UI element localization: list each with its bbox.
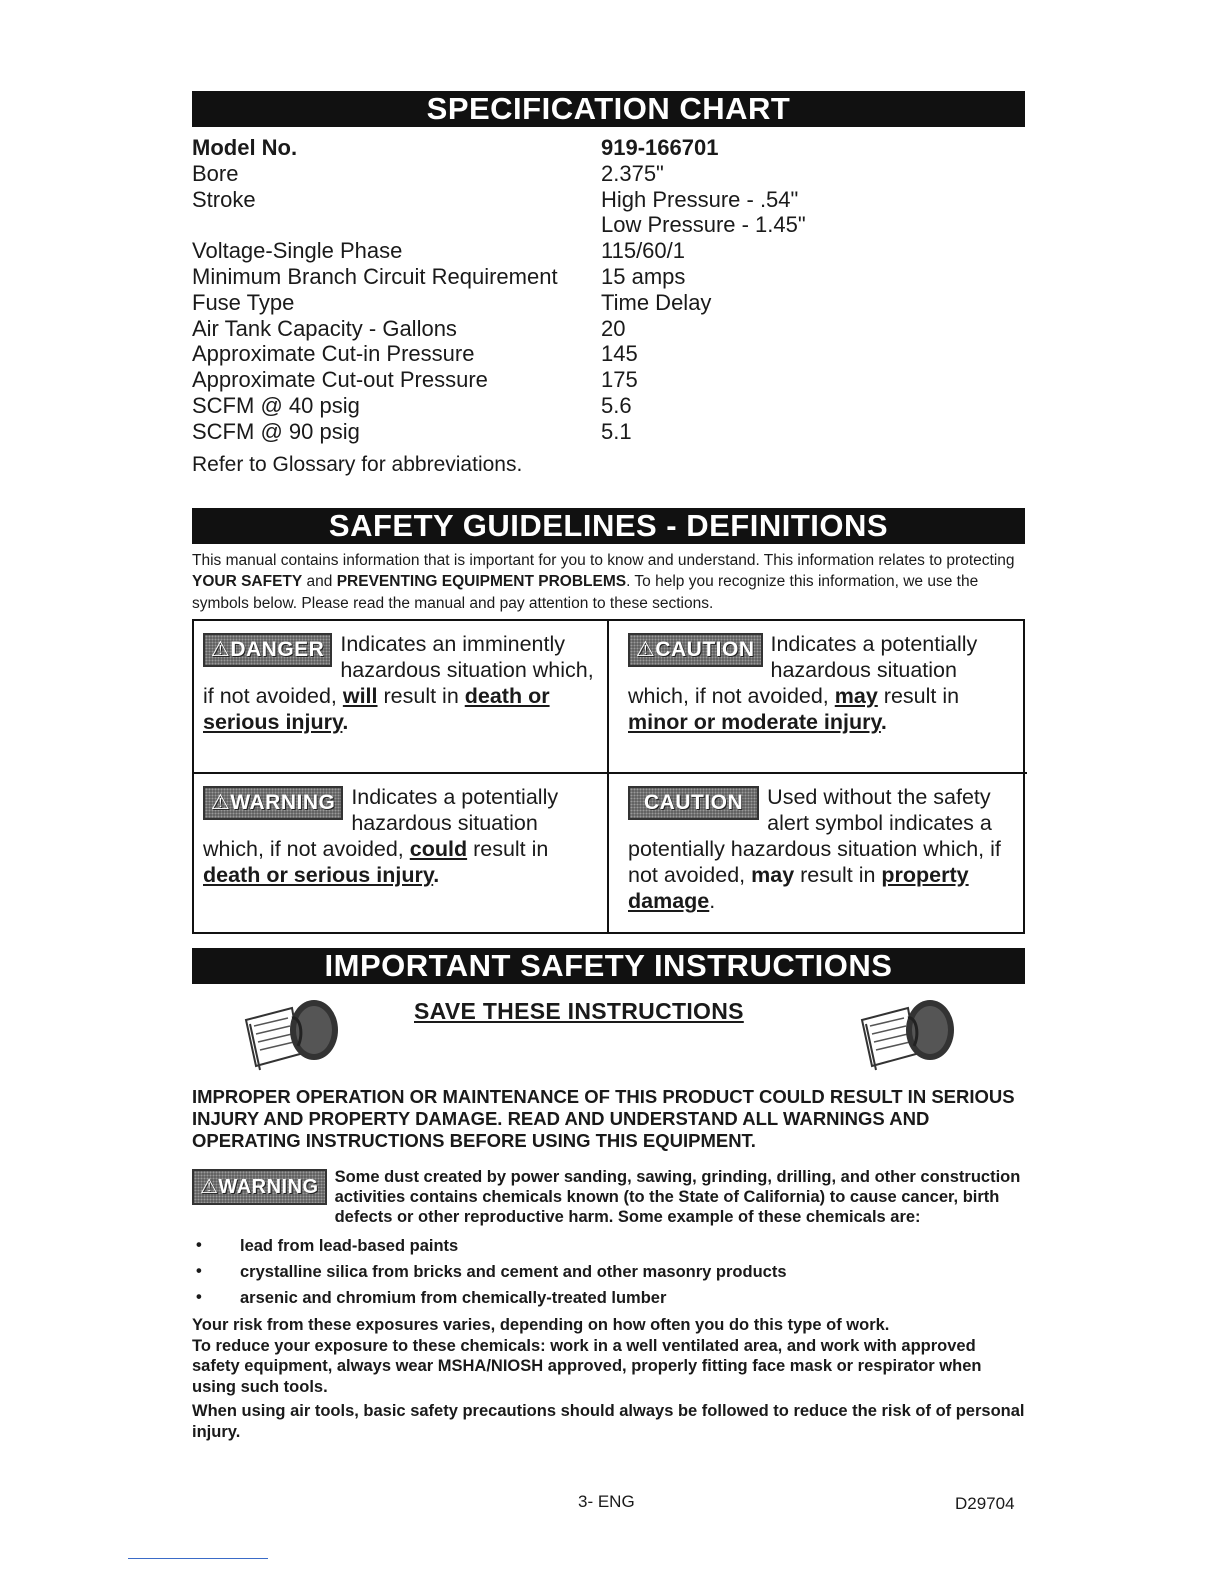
warning-badge: ⚠WARNING bbox=[203, 786, 343, 820]
spec-label: SCFM @ 90 psig bbox=[192, 418, 360, 444]
important-safety-title: IMPORTANT SAFETY INSTRUCTIONS bbox=[192, 948, 1025, 984]
definition-emphasis: will bbox=[342, 684, 378, 709]
spec-label: Minimum Branch Circuit Requirement bbox=[192, 263, 558, 289]
spec-value: 15 amps bbox=[601, 263, 686, 289]
manual-page bbox=[192, 91, 1025, 1442]
definition-consequence: death or serious injury bbox=[203, 684, 550, 735]
spec-label: Fuse Type bbox=[192, 289, 295, 315]
spec-label: Stroke bbox=[192, 186, 256, 212]
list-item bbox=[192, 1233, 1025, 1259]
footer-rule bbox=[128, 1558, 268, 1559]
spec-row bbox=[192, 419, 1025, 445]
air-tools-paragraph: When using air tools, basic safety precautions should always be followed to reduce the risk of of personal injury. bbox=[192, 1402, 1025, 1441]
chemical-list bbox=[192, 1233, 1025, 1311]
spec-row bbox=[192, 341, 1025, 367]
risk-paragraph: Your risk from these exposures varies, depending on how often you do this type of work. bbox=[192, 1316, 890, 1335]
spec-value: Low Pressure - 1.45" bbox=[601, 212, 806, 238]
intro-and: and bbox=[302, 573, 337, 591]
definition-mid: result in bbox=[377, 684, 465, 709]
intro-text: This manual contains information that is important for you to know and understand. This information relates to protecting bbox=[192, 551, 1015, 569]
definition-mid: result in bbox=[467, 837, 549, 862]
spec-value: 2.375" bbox=[601, 160, 664, 186]
bullet: • bbox=[196, 1236, 202, 1255]
spec-value: 20 bbox=[601, 315, 626, 341]
intro-preventing-problems: PREVENTING EQUIPMENT PROBLEMS bbox=[336, 573, 627, 591]
intro-your-safety: YOUR SAFETY bbox=[192, 573, 303, 591]
definition-emphasis: may bbox=[751, 863, 795, 888]
bullet: • bbox=[196, 1288, 202, 1307]
caution-plain-badge: CAUTION bbox=[628, 786, 759, 820]
definition-text: Used without the safety alert symbol indicates a potentially hazardous situation which, if not avoided, bbox=[628, 785, 1001, 888]
spec-label: Bore bbox=[192, 160, 239, 186]
definition-text: Indicates a potentially hazardous situation which, if not avoided, bbox=[203, 785, 559, 862]
list-item-text: crystalline silica from bricks and cement and other masonry products bbox=[240, 1263, 787, 1282]
spec-value: Time Delay bbox=[601, 289, 712, 315]
manual-book-icon bbox=[242, 994, 342, 1072]
definition-end: . bbox=[880, 710, 887, 735]
spec-table bbox=[192, 135, 1025, 445]
definition-consequence: death or serious injury bbox=[203, 863, 434, 888]
definition-text: Indicates a potentially hazardous situation which, if not avoided, bbox=[628, 632, 978, 709]
spec-row bbox=[192, 264, 1025, 290]
definition-text: Indicates an imminently hazardous situation which, if not avoided, bbox=[203, 632, 594, 709]
intro-text-2: . To help you recognize this information, we use the symbols below. Please read the manual and pay attention to these sections. bbox=[192, 573, 979, 612]
caution-alert-definition bbox=[607, 621, 1027, 772]
reduce-exposure-paragraph: To reduce your exposure to these chemicals: work in a well ventilated area, and work with approved safety equipment, always wear MSHA/NIOSH approved, properly fitting face mask or respirator when using such tools. bbox=[192, 1336, 982, 1396]
spec-label: Air Tank Capacity - Gallons bbox=[192, 315, 457, 341]
safety-guidelines-title: SAFETY GUIDELINES - DEFINITIONS bbox=[192, 508, 1025, 544]
spec-value: 145 bbox=[601, 341, 638, 367]
spec-label: Model No. bbox=[192, 135, 298, 160]
warning-text: Some dust created by power sanding, sawing, grinding, drilling, and other construction activities contains chemicals known (to the State of California) to cause cancer, birth defects or other reproductive harm. Some example of these chemicals are: bbox=[334, 1168, 1021, 1227]
list-item bbox=[192, 1285, 1025, 1311]
definition-emphasis: could bbox=[409, 837, 468, 862]
definition-end: . bbox=[342, 710, 349, 735]
caution-alert-badge: ⚠CAUTION bbox=[628, 633, 763, 667]
caution-plain-definition bbox=[607, 772, 1027, 932]
definition-mid: result in bbox=[877, 684, 960, 709]
spec-value: 5.6 bbox=[601, 392, 632, 418]
page-number: 3- ENG bbox=[578, 1492, 635, 1511]
spec-value: 5.1 bbox=[601, 418, 632, 444]
spec-value: 175 bbox=[601, 367, 638, 393]
bullet: • bbox=[196, 1262, 202, 1281]
save-instructions-title: SAVE THESE INSTRUCTIONS bbox=[414, 998, 744, 1025]
definition-end: . bbox=[709, 889, 716, 914]
warning-badge: ⚠WARNING bbox=[192, 1169, 327, 1205]
manual-book-icon bbox=[858, 994, 958, 1072]
list-item-text: arsenic and chromium from chemically-treated lumber bbox=[240, 1289, 667, 1308]
spec-chart-title: SPECIFICATION CHART bbox=[192, 91, 1025, 127]
definition-end: . bbox=[433, 863, 440, 888]
list-item bbox=[192, 1259, 1025, 1285]
definition-consequence: minor or moderate injury bbox=[628, 710, 881, 735]
improper-operation-warning: IMPROPER OPERATION OR MAINTENANCE OF THIS PRODUCT COULD RESULT IN SERIOUS INJURY AND PROPERTY DAMAGE. READ AND UNDERSTAND ALL WARNINGS AND OPERATING INSTRUCTIONS BEFORE USING THIS EQUIPMENT. bbox=[192, 1086, 1015, 1152]
danger-definition bbox=[194, 621, 607, 772]
spec-row bbox=[192, 290, 1025, 316]
spec-value: 919-166701 bbox=[601, 135, 719, 160]
spec-label bbox=[192, 212, 601, 238]
definition-emphasis: may bbox=[834, 684, 878, 709]
document-code: D29704 bbox=[955, 1494, 1015, 1513]
list-item-text: lead from lead-based paints bbox=[240, 1237, 459, 1256]
signal-word-grid bbox=[192, 619, 1025, 934]
definition-mid: result in bbox=[794, 863, 882, 888]
spec-row bbox=[192, 187, 1025, 213]
spec-label: SCFM @ 40 psig bbox=[192, 392, 360, 418]
spec-value: 115/60/1 bbox=[601, 238, 686, 264]
spec-row bbox=[192, 316, 1025, 342]
california-warning bbox=[192, 1167, 1025, 1227]
spec-row bbox=[192, 212, 1025, 238]
spec-label: Voltage-Single Phase bbox=[192, 238, 403, 264]
definition-consequence: property damage bbox=[628, 863, 969, 914]
spec-row bbox=[192, 393, 1025, 419]
spec-row bbox=[192, 367, 1025, 393]
spec-label: Approximate Cut-out Pressure bbox=[192, 367, 488, 393]
spec-label: Approximate Cut-in Pressure bbox=[192, 341, 475, 367]
spec-row bbox=[192, 135, 1025, 161]
spec-value: High Pressure - .54" bbox=[601, 186, 799, 212]
glossary-note: Refer to Glossary for abbreviations. bbox=[192, 452, 523, 476]
safety-intro bbox=[192, 550, 1025, 615]
danger-badge: ⚠DANGER bbox=[203, 633, 332, 667]
save-instructions-row bbox=[192, 984, 1025, 1074]
spec-row bbox=[192, 161, 1025, 187]
spec-row bbox=[192, 238, 1025, 264]
warning-definition bbox=[194, 772, 607, 932]
